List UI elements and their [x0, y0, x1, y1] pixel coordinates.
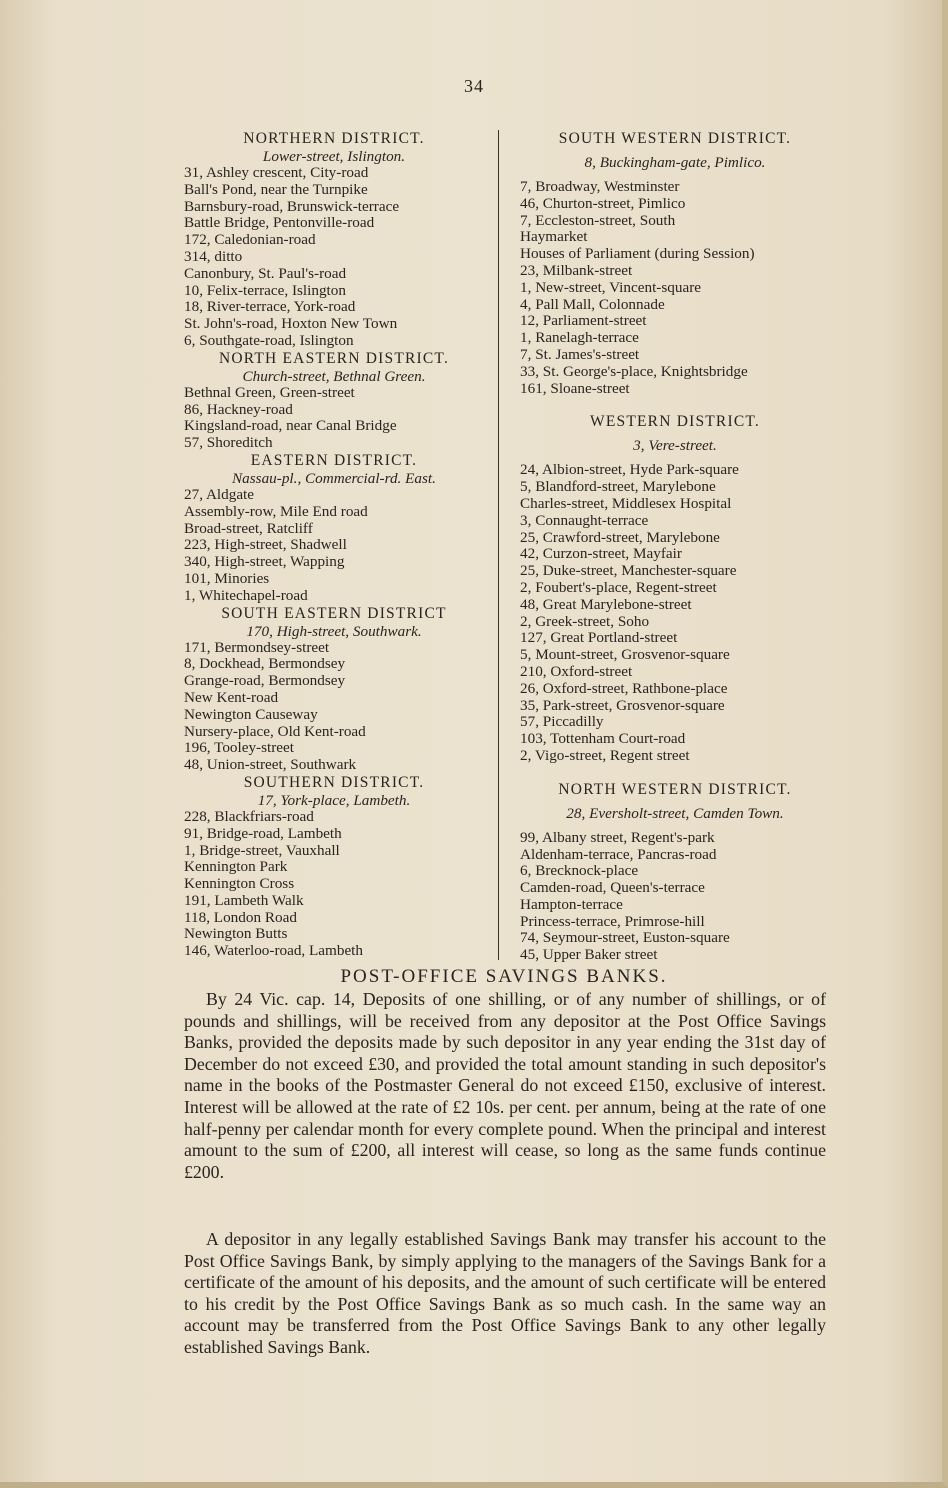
address-entry: 171, Bermondsey-street [184, 638, 330, 656]
address-entry: 118, London Road [184, 908, 297, 926]
address-entry: 74, Seymour-street, Euston-square [520, 929, 730, 947]
address-entry: 35, Park-street, Grosvenor-square [520, 696, 725, 714]
district-block [184, 605, 484, 774]
address-entry: 340, High-street, Wapping [184, 553, 345, 571]
address-entry: 1, Whitechapel-road [184, 586, 308, 604]
address-entry: 12, Parliament-street [520, 312, 647, 330]
address-entry: 101, Minories [184, 569, 270, 587]
district-heading: NORTHERN DISTRICT. [243, 130, 425, 147]
district-heading: NORTH WESTERN DISTRICT. [558, 780, 792, 798]
district-office: 17, York-place, Lambeth. [257, 791, 411, 809]
address-entry: 210, Oxford-street [520, 662, 633, 680]
district-office: Nassau-pl., Commercial-rd. East. [232, 469, 436, 487]
address-entry: 172, Caledonian-road [184, 231, 316, 249]
column-divider [498, 130, 499, 960]
address-entry: 99, Albany street, Regent's-park [520, 828, 715, 846]
district-block [184, 452, 484, 605]
address-entry: 127, Great Portland-street [520, 629, 678, 647]
address-entry: 7, Eccleston-street, South [520, 211, 676, 229]
address-entry: 103, Tottenham Court-road [520, 730, 686, 748]
address-entry: 7, St. James's-street [520, 345, 640, 363]
address-entry: Houses of Parliament (during Session) [520, 245, 755, 263]
address-entry: Hampton-terrace [520, 895, 623, 913]
district-block [184, 774, 484, 960]
district-office: 8, Buckingham-gate, Pimlico. [584, 154, 766, 171]
address-entry: 1, Ranelagh-terrace [520, 329, 639, 347]
address-entry: Bethnal Green, Green-street [184, 383, 355, 401]
district-heading: NORTH EASTERN DISTRICT. [218, 349, 450, 367]
address-entry: 10, Felix-terrace, Islington [184, 281, 346, 299]
address-entry: 1, New-street, Vincent-square [520, 278, 701, 296]
district-office: Lower-street, Islington. [262, 148, 406, 165]
address-entry: 6, Brecknock-place [520, 862, 639, 880]
address-entry: 196, Tooley-street [184, 739, 295, 757]
district-office: 3, Vere-street. [633, 437, 717, 455]
address-entry: 314, ditto [184, 247, 243, 265]
address-entry: Kennington Park [184, 858, 288, 876]
left-column [184, 130, 484, 960]
address-entry: 91, Bridge-road, Lambeth [184, 824, 342, 842]
district-heading: EASTERN DISTRICT. [250, 451, 418, 469]
address-entry: Nursery-place, Old Kent-road [184, 722, 366, 740]
address-entry: 8, Dockhead, Bermondsey [184, 655, 346, 673]
address-entry: 3, Connaught-terrace [520, 511, 649, 529]
address-entry: 24, Albion-street, Hyde Park-square [520, 461, 739, 479]
address-entry: Newington Butts [184, 925, 288, 943]
address-entry: 5, Blandford-street, Marylebone [520, 478, 716, 496]
address-entry: 228, Blackfriars-road [184, 807, 314, 825]
address-entry: 23, Milbank-street [520, 261, 633, 279]
district-block [520, 413, 840, 764]
address-entry: 4, Pall Mall, Colonnade [520, 295, 665, 313]
address-entry: Battle Bridge, Pentonville-road [184, 214, 375, 232]
address-entry: Ball's Pond, near the Turnpike [184, 180, 368, 198]
address-entry: 86, Hackney-road [184, 400, 293, 418]
address-entry: Newington Causeway [184, 705, 318, 723]
district-heading: SOUTHERN DISTRICT. [243, 773, 425, 791]
address-entry: 18, River-terrace, York-road [184, 298, 356, 316]
address-entry: 223, High-street, Shadwell [184, 536, 347, 554]
address-entry: 161, Sloane-street [520, 379, 630, 397]
district-heading: WESTERN DISTRICT. [590, 413, 760, 431]
address-entry: Assembly-row, Mile End road [184, 502, 368, 520]
address-entry: 46, Churton-street, Pimlico [520, 194, 686, 212]
district-office: Church-street, Bethnal Green. [242, 367, 426, 385]
address-entry: Broad-street, Ratcliff [184, 519, 313, 537]
address-entry: 2, Greek-street, Soho [520, 612, 650, 630]
address-entry: Grange-road, Bermondsey [184, 672, 346, 690]
address-entry: 57, Shoreditch [184, 434, 273, 452]
address-entry: Aldenham-terrace, Pancras-road [520, 845, 717, 863]
address-entry: 25, Duke-street, Manchester-square [520, 562, 737, 580]
district-heading: SOUTH WESTERN DISTRICT. [558, 130, 792, 147]
address-entry: 6, Southgate-road, Islington [184, 331, 354, 349]
address-entry: 191, Lambeth Walk [184, 891, 304, 909]
address-entry: 26, Oxford-street, Rathbone-place [520, 679, 728, 697]
address-entry: 25, Crawford-street, Marylebone [520, 528, 720, 546]
address-entry: Canonbury, St. Paul's-road [184, 264, 347, 282]
address-entry: Haymarket [520, 228, 588, 246]
address-entry: 5, Mount-street, Grosvenor-square [520, 646, 730, 664]
address-entry: 42, Curzon-street, Mayfair [520, 545, 682, 563]
address-entry: 2, Foubert's-place, Regent-street [520, 578, 717, 596]
address-entry: 45, Upper Baker street [520, 946, 658, 964]
address-entry: 146, Waterloo-road, Lambeth [184, 942, 364, 960]
page-number: 34 [464, 76, 484, 96]
address-entry: Barnsbury-road, Brunswick-terrace [184, 197, 400, 215]
district-block [184, 130, 484, 350]
district-office: 28, Eversholt-street, Camden Town. [566, 804, 784, 822]
district-block [520, 781, 840, 964]
address-entry: 2, Vigo-street, Regent street [520, 746, 690, 764]
address-entry: Kingsland-road, near Canal Bridge [184, 417, 397, 435]
address-entry: Princess-terrace, Primrose-hill [520, 912, 705, 930]
paragraph-1: By 24 Vic. cap. 14, Deposits of one shilling, or of any number of shillings, or of pounds and shillings, will be received from any depositor at the Post Office Savings Banks, provided the deposits made by such depositor in any year ending the 31st day of December do not exceed £30, and provided the total amount standing in such depositor's name in the books of the Postmaster General do not exceed £150, exclusive of interest. Interest will be allowed at the rate of £2 10s. per cent. per annum, being at the rate of one half-penny per calendar month for every complete pound. When the principal and interest amount to the sum of £200, all interest will cease, so long as the same funds continue £200. [184, 989, 826, 1182]
address-entry: Kennington Cross [184, 875, 295, 893]
address-entry: 1, Bridge-street, Vauxhall [184, 841, 340, 859]
paragraph-2: A depositor in any legally established Savings Bank may transfer his account to the Post Office Savings Bank, by simply applying to the managers of the Savings Bank for a certificate of the amount of his deposits, and the amount of such certificate will be entered to his credit by the Post Office Savings Bank as so much cash. In the same way an account may be transferred from the Post Office Savings Bank to any other legally established Savings Bank. [184, 1229, 826, 1357]
section-title: POST-OFFICE SAVINGS BANKS. [340, 966, 668, 987]
district-block [184, 350, 484, 452]
address-entry: 27, Aldgate [184, 485, 255, 503]
district-heading: SOUTH EASTERN DISTRICT [221, 604, 447, 622]
right-column [520, 130, 840, 980]
district-block [520, 130, 840, 397]
address-entry: Camden-road, Queen's-terrace [520, 879, 705, 897]
address-entry: St. John's-road, Hoxton New Town [184, 315, 398, 333]
address-entry: New Kent-road [184, 688, 279, 706]
address-entry: 57, Piccadilly [520, 713, 604, 731]
address-entry: 7, Broadway, Westminster [520, 178, 680, 195]
address-entry: 31, Ashley crescent, City-road [184, 164, 369, 181]
address-entry: 48, Union-street, Southwark [184, 756, 357, 774]
address-entry: Charles-street, Middlesex Hospital [520, 494, 732, 512]
address-entry: 33, St. George's-place, Knightsbridge [520, 362, 748, 380]
address-entry: 48, Great Marylebone-street [520, 595, 692, 613]
district-office: 170, High-street, Southwark. [246, 622, 422, 640]
